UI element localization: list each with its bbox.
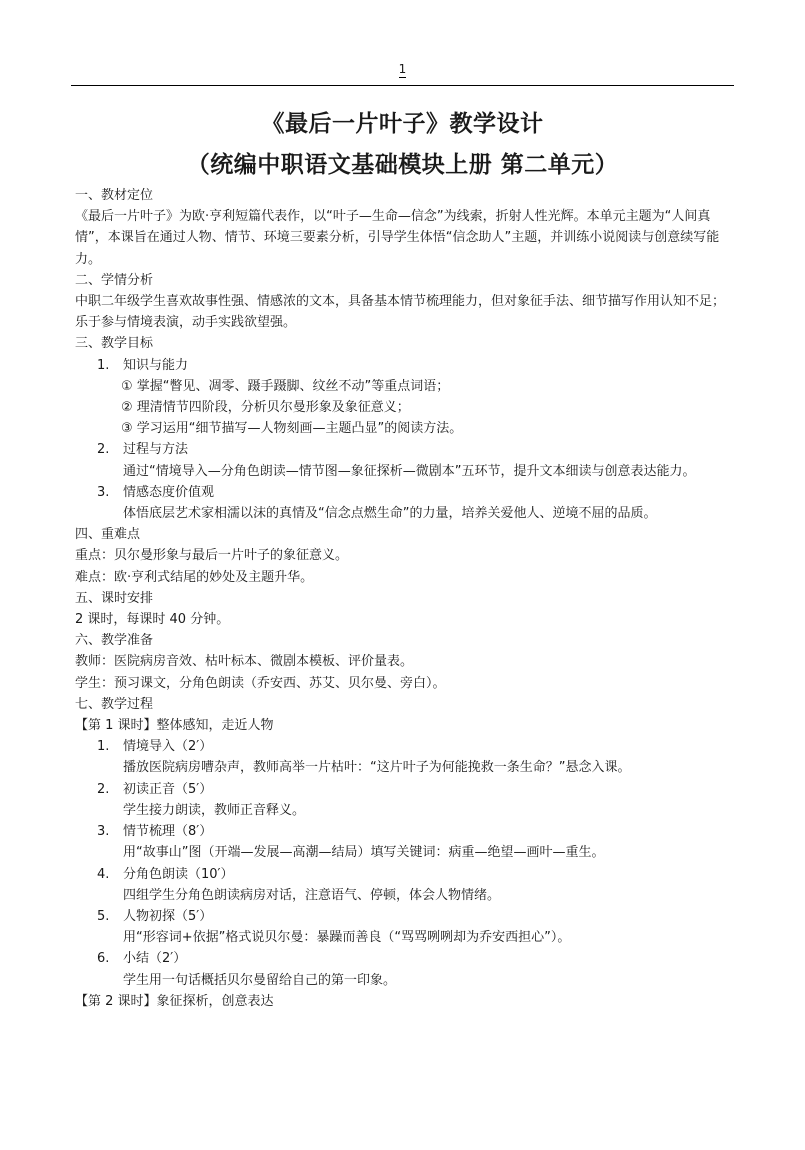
section-heading: 三、教学目标 [75, 336, 154, 352]
document-subtitle: （统编中职语文基础模块上册 第二单元） [186, 152, 619, 178]
section-heading: 六、教学准备 [75, 633, 154, 649]
section-heading: 七、教学过程 [75, 696, 154, 712]
paragraph: 学生：预习课文，分角色朗读（乔安西、苏艾、贝尔曼、旁白）。 [75, 675, 446, 691]
numbered-item: 1. 情境导入（2′） [97, 739, 213, 755]
item-text: 体悟底层艺术家相濡以沫的真情及“信念点燃生命”的力量，培养关爱他人、逆境不屈的品质。 [123, 506, 657, 522]
numbered-item: 4. 分角色朗读（10′） [97, 866, 234, 882]
document-body [75, 185, 735, 1012]
numbered-item: 2. 过程与方法 [97, 442, 189, 458]
sub-item: ① 掌握“瞥见、凋零、蹑手蹑脚、纹丝不动”等重点词语； [121, 378, 450, 394]
header-rule [71, 85, 734, 86]
item-text: 四组学生分角色朗读病房对话，注意语气、停顿，体会人物情绪。 [123, 887, 501, 903]
sub-item: ③ 学习运用“细节描写—人物刻画—主题凸显”的阅读方法。 [121, 421, 463, 437]
numbered-item: 2. 初读正音（5′） [97, 781, 213, 797]
paragraph: 重点：贝尔曼形象与最后一片叶子的象征意义。 [75, 548, 349, 564]
numbered-item: 3. 情感态度价值观 [97, 484, 215, 500]
paragraph: 2 课时，每课时 40 分钟。 [75, 612, 230, 628]
section-heading: 二、学情分析 [75, 272, 154, 288]
lesson-title: 【第 2 课时】象征探析，创意表达 [75, 993, 274, 1009]
sub-item: ② 理清情节四阶段，分析贝尔曼形象及象征意义； [121, 400, 410, 416]
item-text: 学生接力朗读，教师正音释义。 [123, 802, 306, 818]
paragraph: 教师：医院病房音效、枯叶标本、微剧本模板、评价量表。 [75, 654, 414, 670]
paragraph: 难点：欧·亨利式结尾的妙处及主题升华。 [75, 569, 314, 585]
document-title: 《最后一片叶子》教学设计 [261, 111, 544, 137]
numbered-item: 3. 情节梳理（8′） [97, 824, 213, 840]
section-heading: 五、课时安排 [75, 590, 154, 606]
numbered-item: 5. 人物初探（5′） [97, 908, 213, 924]
numbered-item: 1. 知识与能力 [97, 357, 189, 373]
numbered-item: 6. 小结（2′） [97, 951, 187, 967]
item-text: 播放医院病房嘈杂声，教师高举一片枯叶：“这片叶子为何能挽救一条生命？”悬念入课。 [123, 760, 631, 776]
item-text: 学生用一句话概括贝尔曼留给自己的第一印象。 [123, 972, 397, 988]
page-number: 1 [398, 62, 407, 76]
lesson-title: 【第 1 课时】整体感知，走近人物 [75, 718, 274, 734]
item-text: 通过“情境导入—分角色朗读—情节图—象征探析—微剧本”五环节，提升文本细读与创意表达能力。 [123, 463, 696, 479]
item-text: 用“形容词+依据”格式说贝尔曼：暴躁而善良（“骂骂咧咧却为乔安西担心”）。 [123, 930, 571, 946]
paragraph: 中职二年级学生喜欢故事性强、情感浓的文本，具备基本情节梳理能力，但对象征手法、细节描写作用认知不足；乐于参与情境表演，动手实践欲望强。 [75, 294, 726, 331]
paragraph: 《最后一片叶子》为欧·亨利短篇代表作，以“叶子—生命—信念”为线索，折射人性光辉。本单元主题为“人间真情”，本课旨在通过人物、情节、环境三要素分析，引导学生体悟“信念助人”主题，并训练小说阅读与创意续写能力。 [75, 209, 720, 267]
item-text: 用“故事山”图（开端—发展—高潮—结局）填写关键词：病重—绝望—画叶—重生。 [123, 845, 605, 861]
section-heading: 一、教材定位 [75, 188, 154, 203]
section-heading: 四、重难点 [75, 527, 141, 543]
